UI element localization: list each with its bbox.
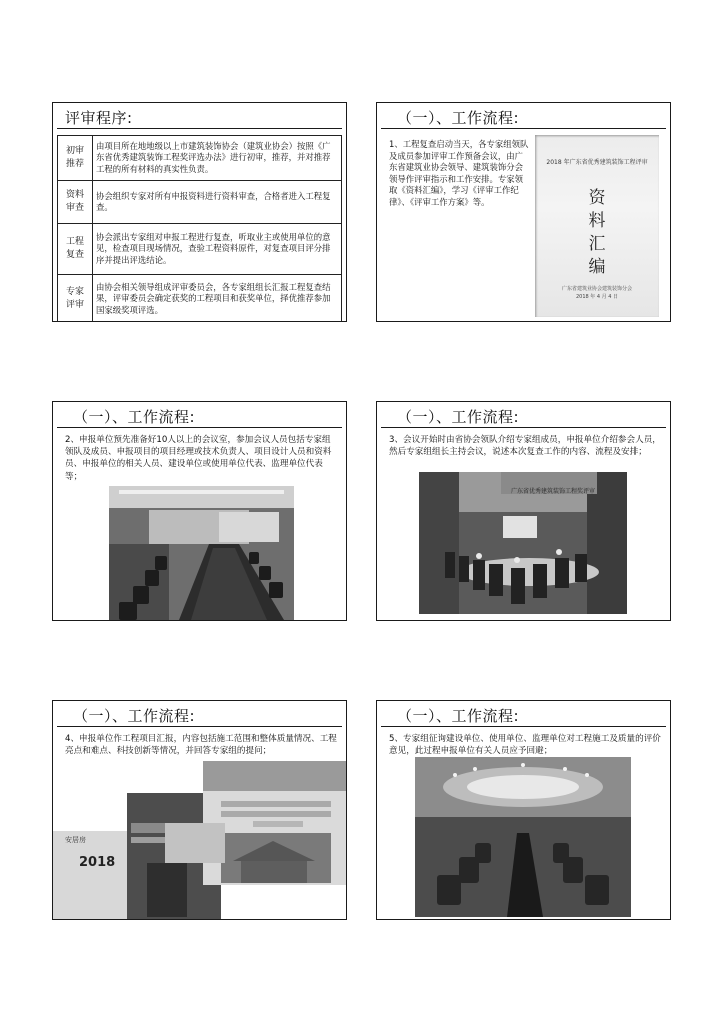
collage-year: 2018 [79,855,116,870]
workflow-text: 1、工程复查启动当天，各专家组领队及成员参加评审工作预备会议，由广东省建筑业协会领导、建筑装饰分会领导作评审指示和工作安排。专家领取《资料汇编》，学习《评审工作纪律》、《评审工作方案》等。 [389,139,529,207]
workflow-text: 5、专家组征询建设单位、使用单位、监理单位对工程施工及质量的评价意见，此过程申报单位有关人员应予回避； [389,734,661,757]
slide-title: （一）、工作流程: [397,109,520,127]
title-divider [57,427,342,428]
meeting-room-photo [109,486,294,620]
logo-text: 安居房 [65,836,86,844]
workflow-text: 2、申报单位预先准备好10人以上的会议室，参加会议人员包括专家组领队及成员、申报项目的项目经理或技术负责人、项目设计人员和资料员、申报单位的相关人员、建设单位或使用单位代表、监理单位代表等； [65,435,332,482]
presentation-collage [53,761,346,919]
title-divider [57,726,342,727]
workflow-text: 4、申报单位作工程项目汇报，内容包括施工范围和整体质量情况、工程亮点和难点、科技创新等情况，并回答专家组的提问； [65,734,337,757]
document-cover-image [535,135,659,317]
slide-title: （一）、工作流程: [73,408,196,426]
workflow-text: 3、会议开始时由省协会领队介绍专家组成员，申报单位介绍参会人员，然后专家组组长主持会议，说述本次复查工作的内容、流程及安排； [389,435,661,458]
step-description: 协会组织专家对所有申报资料进行资料审查，合格者进入工程复查。 [93,181,342,224]
table-row [58,224,342,275]
step-description: 由协会相关领导组成评审委员会，各专家组组长汇报工程复查结果，评审委员会确定获奖的工程项目和获奖单位，择优推荐参加国家级奖项评选。 [93,275,342,323]
slide-workflow-3 [376,401,671,621]
step-description: 协会派出专家组对申报工程进行复查，听取业主或使用单位的意见，检查项目现场情况，查验工程资料原件，对复查项目评分排序并提出评选结论。 [93,224,342,275]
title-divider [57,128,342,129]
step-label: 初审 推荐 [58,136,93,181]
slide-review-procedure [52,102,347,322]
slide-title: （一）、工作流程: [397,707,520,725]
cover-footer: 广东省建筑业协会建筑装饰分会 2018 年 4 月 4 日 [561,286,632,300]
title-divider [381,128,666,129]
title-divider [381,726,666,727]
slide-workflow-2 [52,401,347,621]
table-row [58,181,342,224]
table-row [58,136,342,181]
slide-title: （一）、工作流程: [397,408,520,426]
step-label: 资料 审查 [58,181,93,224]
slide-workflow-5 [376,700,671,920]
slide-title: 评审程序: [65,109,133,127]
step-label: 专家 评审 [58,275,93,323]
step-label: 工程 复查 [58,224,93,275]
cover-title: 2018 年广东省优秀建筑装饰工程评审 [546,159,648,166]
conference-room-photo [415,757,631,917]
title-divider [381,427,666,428]
slide-title: （一）、工作流程: [73,707,196,725]
table-row [58,275,342,323]
review-procedure-table [57,135,342,322]
step-description: 由项目所在地地级以上市建筑装饰协会（建筑业协会）按照《广东省优秀建筑装饰工程奖评选办法》进行初审，推荐，并对推荐工程的所有材料的真实性负责。 [93,136,342,181]
slide-workflow-4 [52,700,347,920]
cover-heading: 资 料 汇 编 [588,188,606,277]
meeting-photo [419,472,627,614]
slide-workflow-1 [376,102,671,322]
photo-banner-text: 广东省优秀建筑装饰工程奖评审 [511,488,596,495]
